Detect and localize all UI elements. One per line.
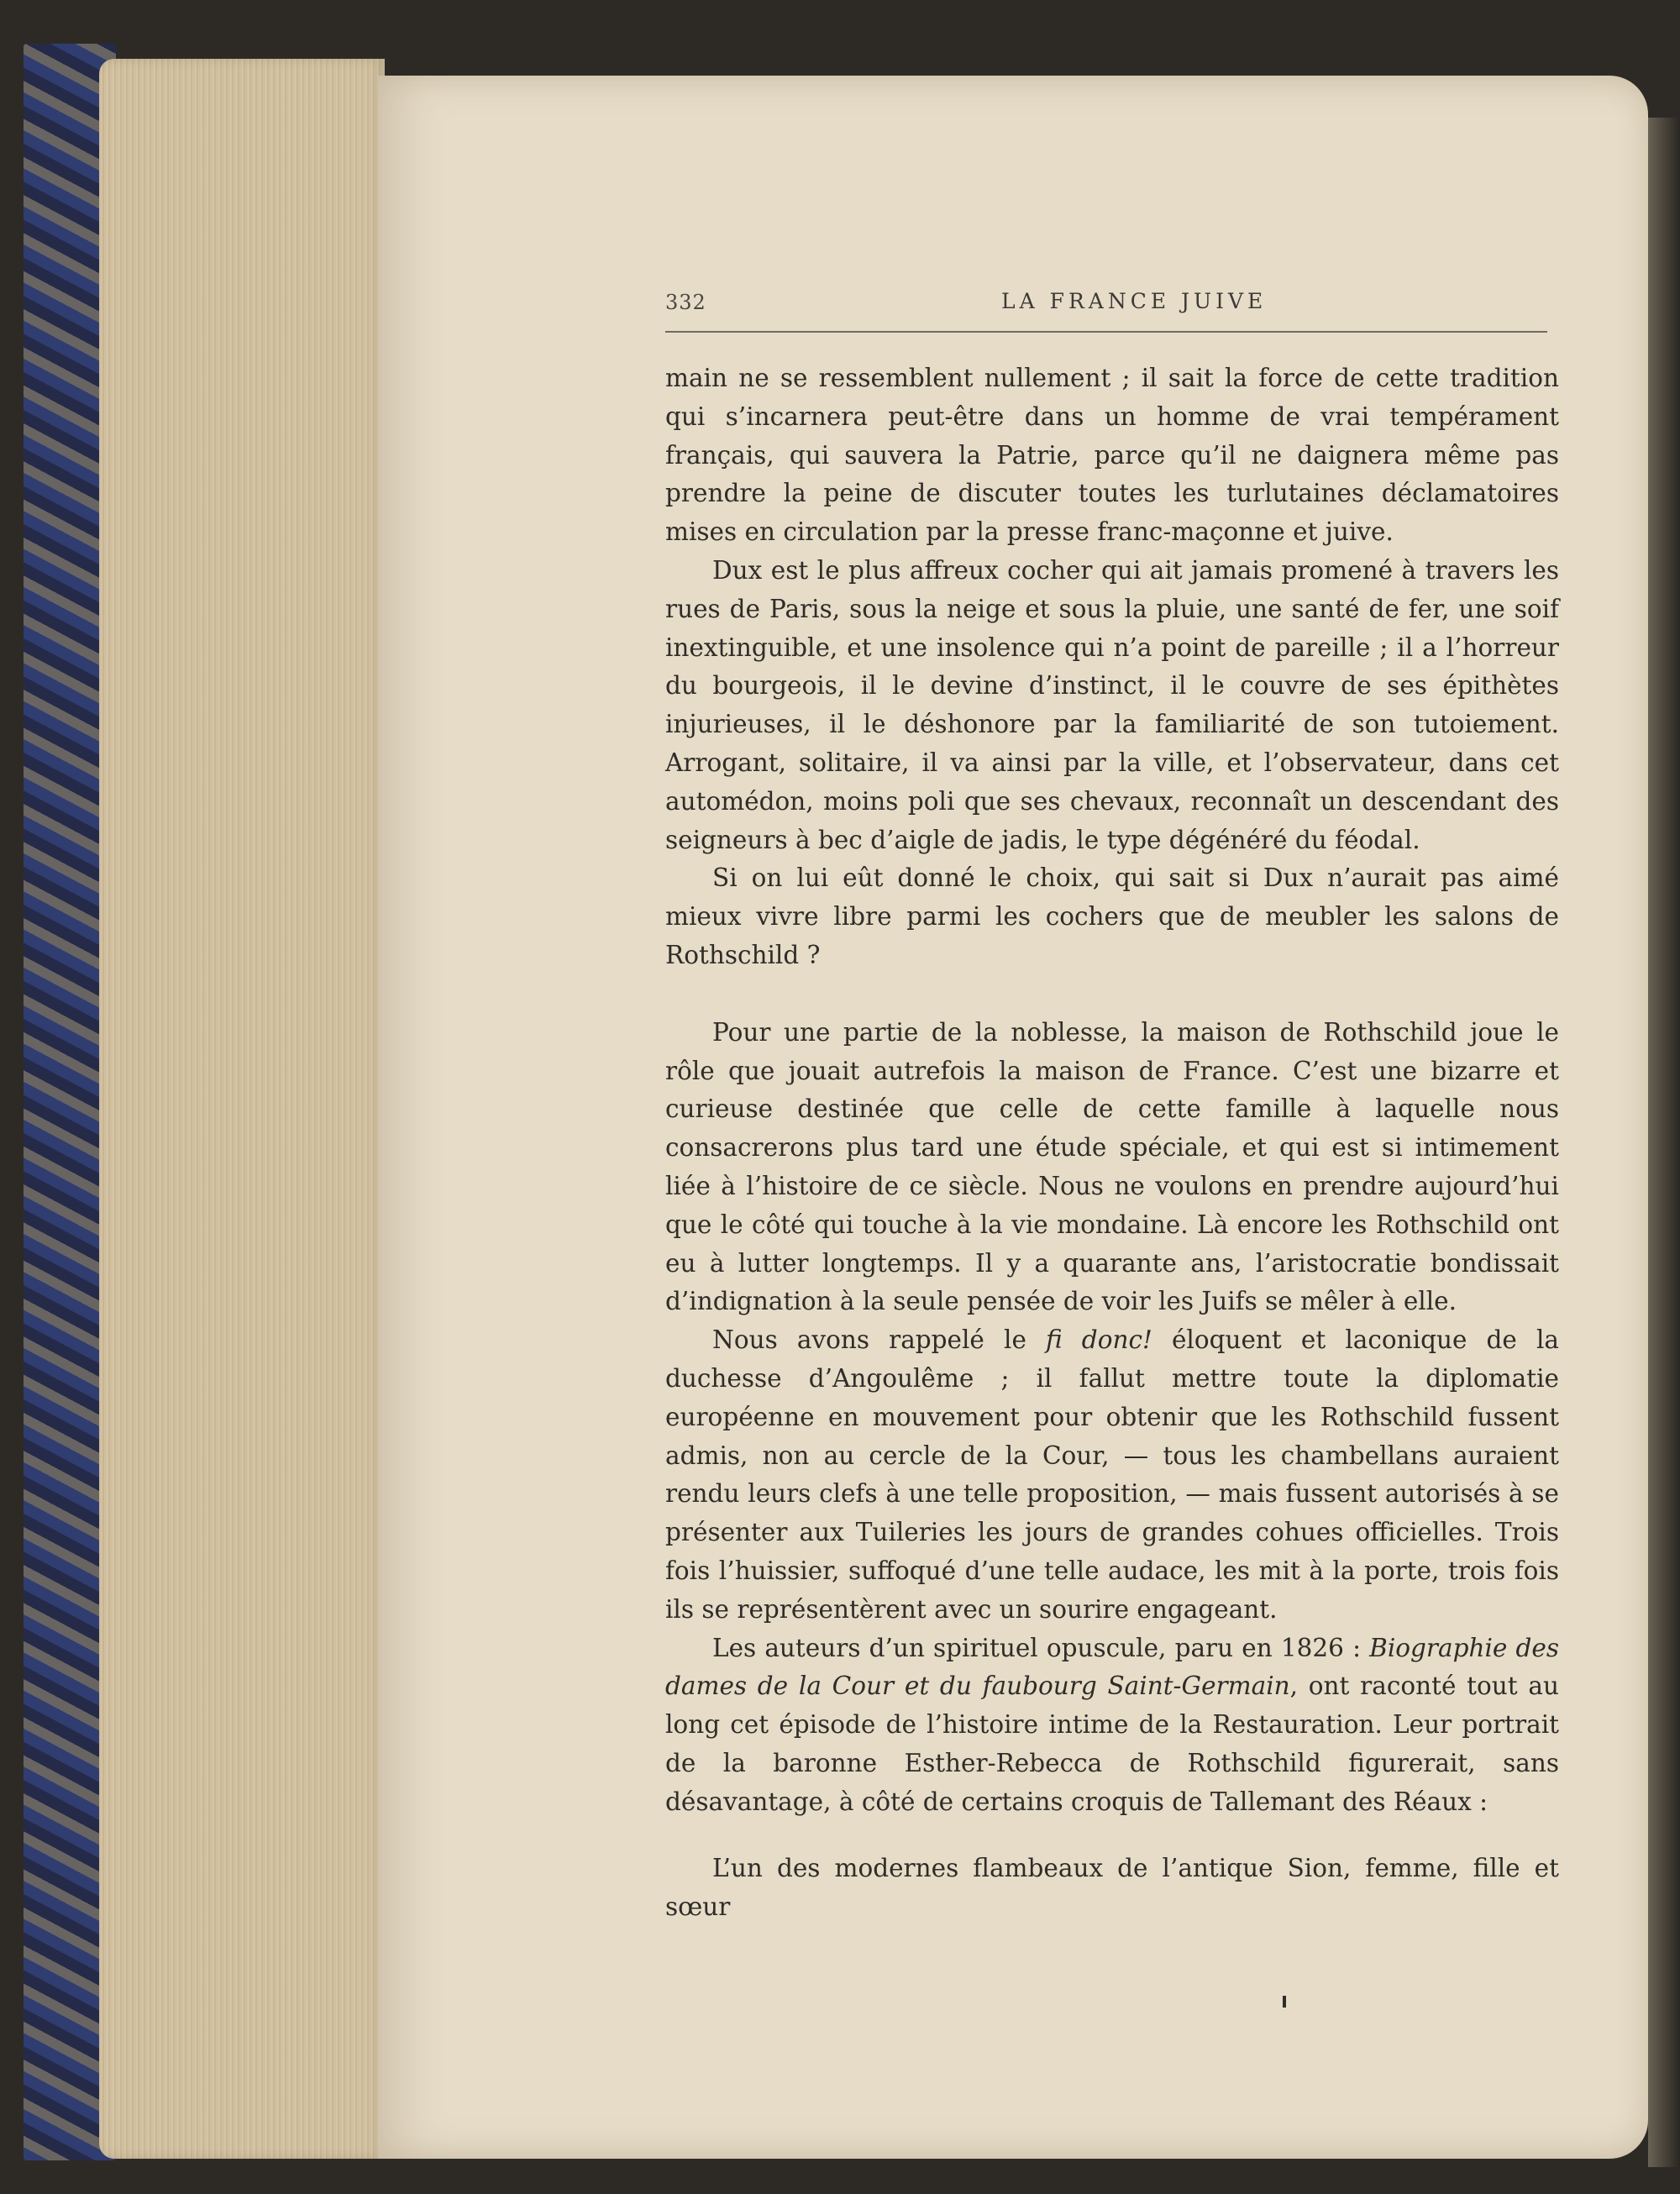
page-header (665, 284, 1547, 333)
paragraph-3: Si on lui eût donné le choix, qui sait si Dux n’aurait pas aimé mieux vivre libre parmi les cochers que de meubler les salons de Rothschild ? (665, 863, 1559, 969)
body-text (665, 360, 1559, 1927)
paragraph-6-italic: Biographie des dames de la Cour et du faubourg Saint-Germain (665, 1633, 1559, 1701)
page-number: 332 (665, 291, 706, 314)
paragraph-5-text-a: Nous avons rappelé le (712, 1325, 1047, 1355)
page-right-shadow (1648, 118, 1680, 2167)
paragraph-2: Dux est le plus affreux cocher qui ait jamais promené à travers les rues de Paris, sous la neige et sous la pluie, une santé de fer, une soif inextinguible, et une insolence qui n’a point de pareille ; il a l’horreur du bourgeois, il le devine d’instinct, il le couvre de ses épithètes injurieuses, il le déshonore par la familiarité de son tutoiement. Arrogant, solitaire, il va ainsi par la ville, et l’observateur, dans cet automédon, moins poli que ses chevaux, reconnaît un descendant des seigneurs à bec d’aigle de jadis, le type dégénéré du féodal. (665, 555, 1559, 854)
section-break (665, 975, 1559, 1014)
paragraph-5-italic: fi donc! (1046, 1325, 1152, 1355)
quote-line: L’un des modernes flambeaux de l’antique Sion, femme, fille et sœur (665, 1854, 1559, 1922)
running-head: LA FRANCE JUIVE (1001, 289, 1268, 313)
paragraph-6-text-b: , ont raconté tout au long cet épisode de l’histoire intime de la Restauration. Leur portrait de la baronne Esther-Rebecca de Rothschild figurerait, sans désavantage, à côté de certains croquis de Tallemant des Réaux : (665, 1672, 1559, 1816)
paragraph-4: Pour une partie de la noblesse, la maison de Rothschild joue le rôle que jouait autrefois la maison de France. C’est une bizarre et curieuse destinée que celle de cette famille à laquelle nous consacrerons plus tard une étude spéciale, et qui est si intimement liée à l’histoire de ce siècle. Nous ne voulons en prendre aujourd’hui que le côté qui touche à la vie mondaine. Là encore les Rothschild ont eu à lutter longtemps. Il y a quarante ans, l’aristocratie bondissait d’indignation à la seule pensée de voir les Juifs se mêler à elle. (665, 1017, 1559, 1316)
quote-break (665, 1821, 1559, 1850)
paragraph-5-text-b: éloquent et laconique de la duchesse d’Angoulême ; il fallut mettre toute la diplomatie européenne en mouvement pour obtenir que les Rothschild fussent admis, non au cercle de la Cour, — tous les chambellans auraient rendu leurs clefs à une telle proposition, — mais fussent autorisés à se présenter aux Tuileries les jours de grandes cohues officielles. Trois fois l’huissier, suffoqué d’une telle audace, les mit à la porte, trois fois ils se représentèrent avec un sourire engageant. (665, 1325, 1559, 1624)
page-edges (99, 59, 385, 2159)
paragraph-5 (665, 1321, 1559, 1629)
paragraph-6-text-a: Les auteurs d’un spirituel opuscule, paru en 1826 : (712, 1633, 1370, 1662)
paragraph-1: main ne se ressemblent nullement ; il sait la force de cette tradition qui s’incarnera peut-être dans un homme de vrai tempérament français, qui sauvera la Patrie, parce qu’il ne daignera même pas prendre la peine de discuter toutes les turlutaines déclamatoires mises en circulation par la presse franc-maçonne et juive. (665, 364, 1559, 547)
ink-mark (1283, 1996, 1286, 2008)
paragraph-6 (665, 1630, 1559, 1822)
